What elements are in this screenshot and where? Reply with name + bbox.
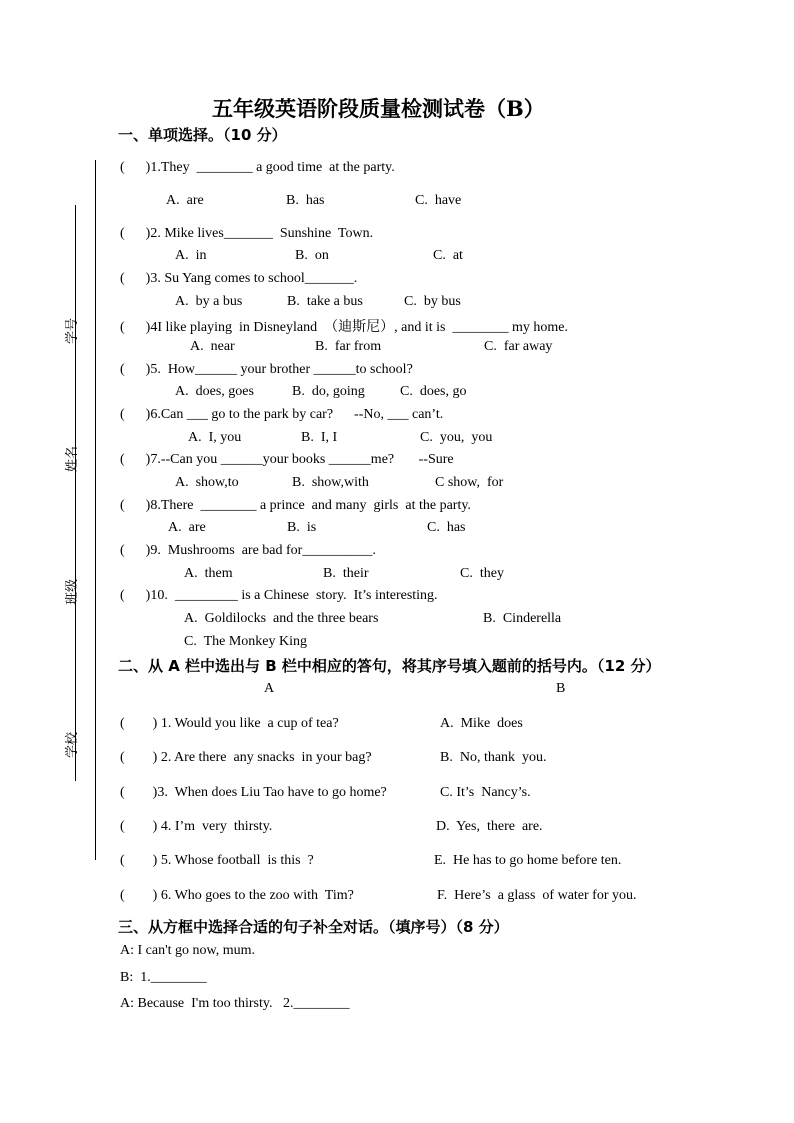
dialogue-line: A: Because I'm too thirsty. 2.________ — [120, 996, 350, 1011]
column-a-item: ( ) 2. Are there any snacks in your bag? — [120, 750, 372, 765]
column-b-header: B — [556, 681, 566, 696]
dialogue-line: A: I can't go now, mum. — [120, 943, 255, 958]
option: B. has — [286, 193, 325, 208]
question-stem: ( )7.--Can you ______your books ______me? --Sure — [120, 452, 454, 467]
column-a-item: ( ) 5. Whose football is this ? — [120, 853, 314, 868]
option: B. is — [287, 520, 317, 535]
option: C. they — [460, 566, 504, 581]
question-stem: ( )5. How______ your brother ______to school? — [120, 362, 413, 377]
option: A. does, goes — [175, 384, 254, 399]
school-label: 学校 — [65, 731, 80, 758]
option: A. by a bus — [175, 294, 243, 309]
column-a-header: A — [264, 681, 275, 696]
column-a-item: ( ) 6. Who goes to the zoo with Tim? — [120, 888, 354, 903]
question-stem: ( )8.There ________ a prince and many girls at the party. — [120, 498, 471, 513]
option: C. far away — [484, 339, 553, 354]
option: A. Goldilocks and the three bears — [184, 611, 379, 626]
student-number-label: 学号 — [65, 317, 80, 344]
option: C. at — [433, 248, 463, 263]
option: B. on — [295, 248, 329, 263]
option: B. I, I — [301, 430, 338, 445]
option: A. show,to — [175, 475, 239, 490]
column-b-item: D. Yes, there are. — [436, 819, 543, 834]
margin-line — [75, 205, 76, 781]
dialogue-line: B: 1.________ — [120, 970, 207, 985]
option: A. in — [175, 248, 207, 263]
question-stem: ( )4I like playing in Disneyland （迪斯尼）, and it is ________ my home. — [120, 320, 568, 335]
option: B. take a bus — [287, 294, 363, 309]
option: B. show,with — [292, 475, 369, 490]
section1-heading: 一、单项选择。（10 分） — [118, 126, 287, 144]
option: C. does, go — [400, 384, 467, 399]
option: C show, for — [435, 475, 504, 490]
option: A. them — [184, 566, 233, 581]
option: C. you, you — [420, 430, 493, 445]
option: C. has — [427, 520, 466, 535]
question-stem: ( )6.Can ___ go to the park by car? --No, ___ can’t. — [120, 407, 444, 422]
question-stem: ( )1.They ________ a good time at the party. — [120, 160, 395, 175]
student-name-label: 姓名 — [65, 445, 80, 472]
question-stem: ( )2. Mike lives_______ Sunshine Town. — [120, 226, 374, 241]
option: B. their — [323, 566, 369, 581]
column-a-item: ( )3. When does Liu Tao have to go home? — [120, 785, 387, 800]
section2-heading: 二、从 A 栏中选出与 B 栏中相应的答句，将其序号填入题前的括号内。（12 分） — [118, 657, 661, 675]
option: B. Cinderella — [483, 611, 562, 626]
page-title: 五年级英语阶段质量检测试卷（B） — [212, 96, 545, 121]
column-b-item: A. Mike does — [440, 716, 523, 731]
option: A. are — [166, 193, 204, 208]
column-a-item: ( ) 4. I’m very thirsty. — [120, 819, 273, 834]
column-b-item: C. It’s Nancy’s. — [440, 785, 531, 800]
column-b-item: B. No, thank you. — [440, 750, 547, 765]
option: A. are — [168, 520, 206, 535]
option: B. far from — [315, 339, 382, 354]
column-b-item: F. Here’s a glass of water for you. — [437, 888, 637, 903]
question-stem: ( )3. Su Yang comes to school_______. — [120, 271, 358, 286]
question-stem: ( )10. _________ is a Chinese story. It’s interesting. — [120, 588, 438, 603]
binding-line — [95, 160, 96, 860]
option: C. by bus — [404, 294, 461, 309]
column-b-item: E. He has to go home before ten. — [434, 853, 622, 868]
option: C. have — [415, 193, 462, 208]
option: A. I, you — [188, 430, 242, 445]
question-stem: ( )9. Mushrooms are bad for__________. — [120, 543, 376, 558]
column-a-item: ( ) 1. Would you like a cup of tea? — [120, 716, 339, 731]
option: C. The Monkey King — [184, 634, 308, 649]
option: A. near — [190, 339, 235, 354]
section3-heading: 三、从方框中选择合适的句子补全对话。（填序号）（8 分） — [118, 918, 509, 936]
option: B. do, going — [292, 384, 365, 399]
class-label: 班级 — [65, 578, 80, 605]
